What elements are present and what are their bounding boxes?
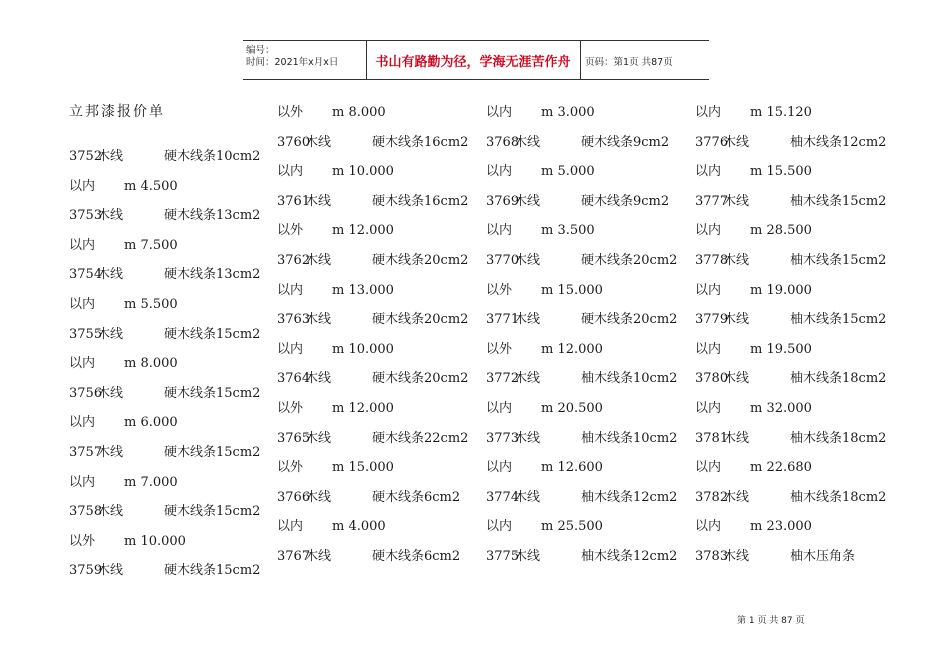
item-code: 3779 <box>695 312 729 328</box>
range-qualifier: 以内 <box>695 282 722 298</box>
range-qualifier: 以内 <box>695 341 722 357</box>
range-qualifier: 以外 <box>486 282 513 298</box>
unit-price: m 12.000 <box>332 223 394 239</box>
item-category: 木线 <box>723 371 750 387</box>
item-description: 硬木线条20cm2 <box>372 371 469 387</box>
item-category: 木线 <box>514 134 541 150</box>
item-description: 柚木线条18cm2 <box>790 489 887 505</box>
range-qualifier: 以内 <box>486 223 513 239</box>
range-qualifier: 以内 <box>486 401 513 416</box>
unit-price: m 3.000 <box>541 105 595 120</box>
item-category: 木线 <box>514 193 541 209</box>
item-category: 木线 <box>723 253 750 268</box>
unit-price: m 7.500 <box>124 237 178 253</box>
item-description: 硬木线条13cm2 <box>164 208 261 224</box>
unit-price: m 22.680 <box>750 460 812 476</box>
unit-price: m 12.600 <box>541 460 603 476</box>
item-code: 3769 <box>486 193 520 209</box>
item-description: 硬木线条10cm2 <box>164 149 261 164</box>
range-qualifier: 以内 <box>486 105 513 120</box>
unit-price: m 20.500 <box>541 401 603 416</box>
item-category: 木线 <box>514 549 541 564</box>
item-code: 3761 <box>277 193 311 209</box>
unit-price: m 28.500 <box>750 223 812 239</box>
item-category: 木线 <box>723 489 750 505</box>
item-category: 木线 <box>305 253 332 268</box>
item-code: 3767 <box>277 549 311 564</box>
unit-price: m 12.000 <box>332 401 394 416</box>
range-qualifier: 以内 <box>486 460 513 476</box>
item-category: 木线 <box>97 504 124 520</box>
item-description: 柚木线条10cm2 <box>581 430 678 446</box>
item-code: 3770 <box>486 253 520 268</box>
item-category: 木线 <box>97 385 124 401</box>
item-code: 3752 <box>69 149 103 164</box>
unit-price: m 32.000 <box>750 401 812 416</box>
unit-price: m 8.000 <box>124 356 178 372</box>
range-qualifier: 以内 <box>277 519 304 535</box>
range-qualifier: 以内 <box>695 223 722 239</box>
item-code: 3771 <box>486 312 520 328</box>
unit-price: m 5.500 <box>124 297 178 312</box>
range-qualifier: 以内 <box>69 237 96 253</box>
item-category: 木线 <box>723 134 750 150</box>
range-qualifier: 以内 <box>695 401 722 416</box>
document-title: 立邦漆报价单 <box>69 104 165 120</box>
item-description: 硬木线条15cm2 <box>164 445 261 460</box>
item-code: 3765 <box>277 430 311 446</box>
item-description: 柚木线条18cm2 <box>790 371 887 387</box>
unit-price: m 19.000 <box>750 282 812 298</box>
header-divider <box>580 40 581 79</box>
item-code: 3772 <box>486 371 520 387</box>
unit-price: m 10.000 <box>124 533 186 549</box>
item-category: 木线 <box>723 430 750 446</box>
item-category: 木线 <box>723 312 750 328</box>
item-category: 木线 <box>305 312 332 328</box>
item-category: 木线 <box>514 430 541 446</box>
item-code: 3782 <box>695 489 729 505</box>
unit-price: m 13.000 <box>332 282 394 298</box>
item-code: 3763 <box>277 312 311 328</box>
unit-price: m 15.120 <box>750 105 812 120</box>
item-description: 柚木线条15cm2 <box>790 253 887 268</box>
item-code: 3783 <box>695 549 729 564</box>
unit-price: m 19.500 <box>750 341 812 357</box>
range-qualifier: 以内 <box>695 164 722 180</box>
item-description: 硬木线条16cm2 <box>372 134 469 150</box>
item-description: 硬木线条6cm2 <box>372 549 461 564</box>
item-description: 硬木线条16cm2 <box>372 193 469 209</box>
range-qualifier: 以内 <box>695 105 722 120</box>
item-category: 木线 <box>97 149 124 164</box>
range-qualifier: 以内 <box>69 474 96 490</box>
item-description: 硬木线条20cm2 <box>581 312 678 328</box>
range-qualifier: 以内 <box>277 341 304 357</box>
item-code: 3776 <box>695 134 729 150</box>
item-description: 柚木线条12cm2 <box>790 134 887 150</box>
item-code: 3781 <box>695 430 729 446</box>
unit-price: m 12.000 <box>541 341 603 357</box>
item-description: 硬木线条20cm2 <box>372 253 469 268</box>
unit-price: m 6.000 <box>124 415 178 431</box>
item-code: 3758 <box>69 504 103 520</box>
item-description: 柚木线条12cm2 <box>581 489 678 505</box>
unit-price: m 3.500 <box>541 223 595 239</box>
item-description: 柚木线条10cm2 <box>581 371 678 387</box>
item-category: 木线 <box>97 267 124 283</box>
unit-price: m 15.000 <box>332 460 394 476</box>
unit-price: m 10.000 <box>332 164 394 180</box>
item-code: 3760 <box>277 134 311 150</box>
item-description: 硬木线条20cm2 <box>372 312 469 328</box>
item-category: 木线 <box>305 430 332 446</box>
item-category: 木线 <box>305 193 332 209</box>
item-category: 木线 <box>514 489 541 505</box>
item-code: 3759 <box>69 563 103 579</box>
unit-price: m 7.000 <box>124 474 178 490</box>
range-qualifier: 以内 <box>486 164 513 180</box>
item-code: 3774 <box>486 489 520 505</box>
item-category: 木线 <box>97 445 124 460</box>
range-qualifier: 以外 <box>277 401 304 416</box>
item-description: 硬木线条15cm2 <box>164 385 261 401</box>
unit-price: m 25.500 <box>541 519 603 535</box>
item-code: 3755 <box>69 326 103 342</box>
range-qualifier: 以内 <box>69 178 96 194</box>
header-motto: 书山有路勤为径，学海无涯苦作舟 <box>375 55 571 70</box>
range-qualifier: 以外 <box>277 105 304 120</box>
item-code: 3762 <box>277 253 311 268</box>
item-code: 3778 <box>695 253 729 268</box>
item-category: 木线 <box>97 326 124 342</box>
item-category: 木线 <box>305 371 332 387</box>
item-code: 3754 <box>69 267 103 283</box>
range-qualifier: 以外 <box>277 460 304 476</box>
item-description: 硬木线条15cm2 <box>164 504 261 520</box>
item-category: 木线 <box>723 193 750 209</box>
item-description: 柚木线条15cm2 <box>790 193 887 209</box>
item-category: 木线 <box>723 549 750 564</box>
item-description: 硬木线条9cm2 <box>581 193 670 209</box>
header-number-label: 编号： <box>246 45 275 56</box>
item-category: 木线 <box>514 371 541 387</box>
range-qualifier: 以外 <box>277 223 304 239</box>
unit-price: m 4.000 <box>332 519 386 535</box>
unit-price: m 10.000 <box>332 341 394 357</box>
item-category: 木线 <box>305 489 332 505</box>
item-code: 3777 <box>695 193 729 209</box>
page-footer: 第 1 页 共 87 页 <box>737 616 805 626</box>
item-description: 硬木线条15cm2 <box>164 326 261 342</box>
header-page-info: 页码：第1页 共87页 <box>585 57 673 68</box>
unit-price: m 5.000 <box>541 164 595 180</box>
item-category: 木线 <box>514 253 541 268</box>
item-code: 3757 <box>69 445 103 460</box>
unit-price: m 15.500 <box>750 164 812 180</box>
item-description: 硬木线条22cm2 <box>372 430 469 446</box>
item-code: 3773 <box>486 430 520 446</box>
range-qualifier: 以内 <box>277 282 304 298</box>
item-description: 硬木线条9cm2 <box>581 134 670 150</box>
unit-price: m 4.500 <box>124 178 178 194</box>
item-code: 3756 <box>69 385 103 401</box>
item-code: 3766 <box>277 489 311 505</box>
range-qualifier: 以外 <box>69 533 96 549</box>
range-qualifier: 以内 <box>486 519 513 535</box>
range-qualifier: 以内 <box>277 164 304 180</box>
item-description: 柚木压角条 <box>790 549 856 564</box>
item-description: 柚木线条18cm2 <box>790 430 887 446</box>
item-code: 3768 <box>486 134 520 150</box>
item-category: 木线 <box>305 549 332 564</box>
item-category: 木线 <box>514 312 541 328</box>
item-category: 木线 <box>97 208 124 224</box>
header-time-label: 时间：2021年x月x日 <box>246 57 339 68</box>
item-code: 3764 <box>277 371 311 387</box>
range-qualifier: 以内 <box>695 519 722 535</box>
range-qualifier: 以内 <box>69 297 96 312</box>
item-description: 柚木线条15cm2 <box>790 312 887 328</box>
range-qualifier: 以内 <box>69 415 96 431</box>
range-qualifier: 以内 <box>69 356 96 372</box>
item-code: 3753 <box>69 208 103 224</box>
item-category: 木线 <box>97 563 124 579</box>
item-code: 3775 <box>486 549 520 564</box>
unit-price: m 8.000 <box>332 105 386 120</box>
item-category: 木线 <box>305 134 332 150</box>
header-bottom-rule <box>243 79 709 80</box>
item-description: 硬木线条20cm2 <box>581 253 678 268</box>
item-description: 硬木线条6cm2 <box>372 489 461 505</box>
item-code: 3780 <box>695 371 729 387</box>
unit-price: m 15.000 <box>541 282 603 298</box>
item-description: 硬木线条13cm2 <box>164 267 261 283</box>
item-description: 柚木线条12cm2 <box>581 549 678 564</box>
range-qualifier: 以内 <box>695 460 722 476</box>
unit-price: m 23.000 <box>750 519 812 535</box>
header-top-rule <box>243 40 709 41</box>
range-qualifier: 以外 <box>486 341 513 357</box>
item-description: 硬木线条15cm2 <box>164 563 261 579</box>
